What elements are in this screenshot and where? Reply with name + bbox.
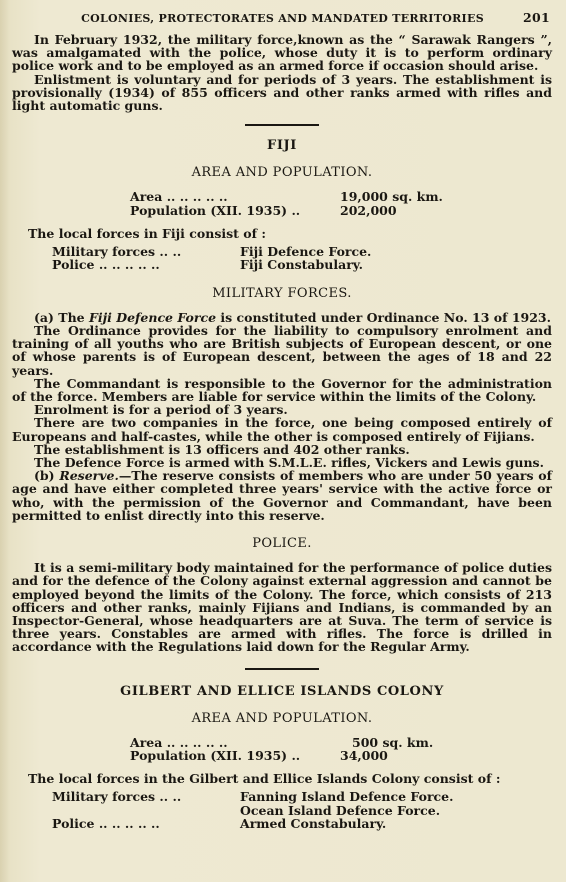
fiji-area-heading: AREA AND POPULATION. (191, 165, 373, 181)
sarawak-paragraph-2: Enlistment is voluntary and for periods of 3 years. The establishment is provisionally (1934) of 855 officers and other ranks armed with rifles and light automatic guns. (12, 71, 552, 114)
forces-row (52, 817, 552, 830)
gilbert-forces-table (52, 790, 552, 830)
force-type: Police .. .. .. .. .. (52, 816, 160, 832)
forces-row (52, 804, 552, 817)
force-name: Fiji Defence Force. (240, 244, 372, 260)
reserve-name: Reserve. (59, 468, 119, 484)
gilbert-title: GILBERT AND ELLICE ISLANDS COLONY (120, 683, 444, 699)
military-para-2: The Ordinance provides for the liability to compulsory enrolment and training of all youths who are British subjects of European descent, or one of whose parents is of European descent, between the ages of 18 and 22 years. (12, 323, 552, 378)
forces-row (52, 245, 552, 258)
running-header (12, 10, 552, 25)
gilbert-population-row (130, 749, 552, 762)
area-value: 500 sq. km. (352, 734, 434, 750)
para-b-prefix: (b) (34, 468, 55, 484)
force-type (52, 804, 240, 817)
gilbert-area-heading: AREA AND POPULATION. (191, 710, 373, 726)
running-header-title: COLONIES, PROTECTORATES AND MANDATED TERRITORIES (81, 12, 484, 25)
fiji-area-row (130, 190, 552, 203)
gilbert-area-row (130, 736, 552, 749)
gilbert-forces-intro: The local forces in the Gilbert and Ellice Islands Colony consist of : (28, 771, 501, 787)
section-divider (245, 668, 319, 670)
fiji-forces-intro: The local forces in Fiji consist of : (28, 226, 266, 242)
force-name: Armed Constabulary. (240, 816, 387, 832)
force-name: Fanning Island Defence Force. (240, 789, 454, 805)
military-para-b (12, 469, 552, 522)
force-name: Fiji Constabulary. (240, 257, 363, 273)
force-type: Police .. .. .. .. .. (52, 257, 160, 273)
police-heading: POLICE. (252, 536, 312, 552)
force-name: Ocean Island Defence Force. (240, 802, 441, 818)
military-para-3: The Commandant is responsible to the Governor for the administration of the force. Members are liable for service within the limits of the Colony. (12, 375, 552, 405)
fiji-population-row (130, 204, 552, 217)
police-paragraph: It is a semi-military body maintained for the performance of police duties and for the defence of the Colony against external aggression and cannot be employed beyond the limits of the Colony. The force, which consists of 213 officers and other ranks, mainly Fijians and Indians, is commanded by an Inspector-General, whose headquarters are at Suva. The term of service is three years. Constables are armed with rifles. The force is drilled in accordance with the Regulations laid down for the Regular Army. (12, 560, 552, 655)
fiji-forces-table (52, 245, 552, 272)
military-para-7: The Defence Force is armed with S.M.L.E. rifles, Vickers and Lewis guns. (34, 455, 544, 471)
population-label: Population (XII. 1935) .. (130, 202, 301, 218)
military-para-4: Enrolment is for a period of 3 years. (34, 402, 288, 418)
fiji-defence-force-name: Fiji Defence Force (88, 309, 217, 325)
force-type: Military forces .. .. (52, 244, 182, 260)
para-a-prefix: (a) The (34, 309, 85, 325)
population-value: 34,000 (340, 747, 388, 763)
sarawak-paragraph-1: In February 1932, the military force,known as the “ Sarawak Rangers ”, was amalgamated with the police, whose duty it is to perform ordinary police work and to be employed as an armed force if occasion should arise. (12, 32, 552, 74)
area-label: Area .. .. .. .. .. (130, 189, 228, 205)
area-value: 19,000 sq. km. (340, 189, 443, 205)
para-b-rest: —The reserve consists of members who are under 50 years of age and have either completed three years' service with the active force or who, with the permission of the Governor and Commandant, have been permitted to enlist directly into this reserve. (12, 468, 552, 523)
military-para-6: The establishment is 13 officers and 402 other ranks. (34, 441, 410, 457)
military-para-5: There are two companies in the force, one being composed entirely of Europeans and half-castes, while the other is composed entirely of Fijians. (12, 415, 552, 444)
gilbert-area-table (130, 736, 552, 763)
forces-row (52, 790, 552, 803)
para-a-rest: is constituted under Ordinance No. 13 of 1923. (220, 309, 551, 325)
fiji-title: FIJI (267, 138, 297, 154)
section-divider (245, 124, 319, 126)
population-label: Population (XII. 1935) .. (130, 747, 301, 763)
page-number: 201 (523, 10, 550, 25)
military-forces-heading: MILITARY FORCES. (212, 285, 352, 301)
area-label: Area .. .. .. .. .. (130, 734, 228, 750)
population-value: 202,000 (340, 202, 397, 218)
force-type: Military forces .. .. (52, 789, 182, 805)
forces-row (52, 258, 552, 271)
fiji-area-table (130, 190, 552, 217)
